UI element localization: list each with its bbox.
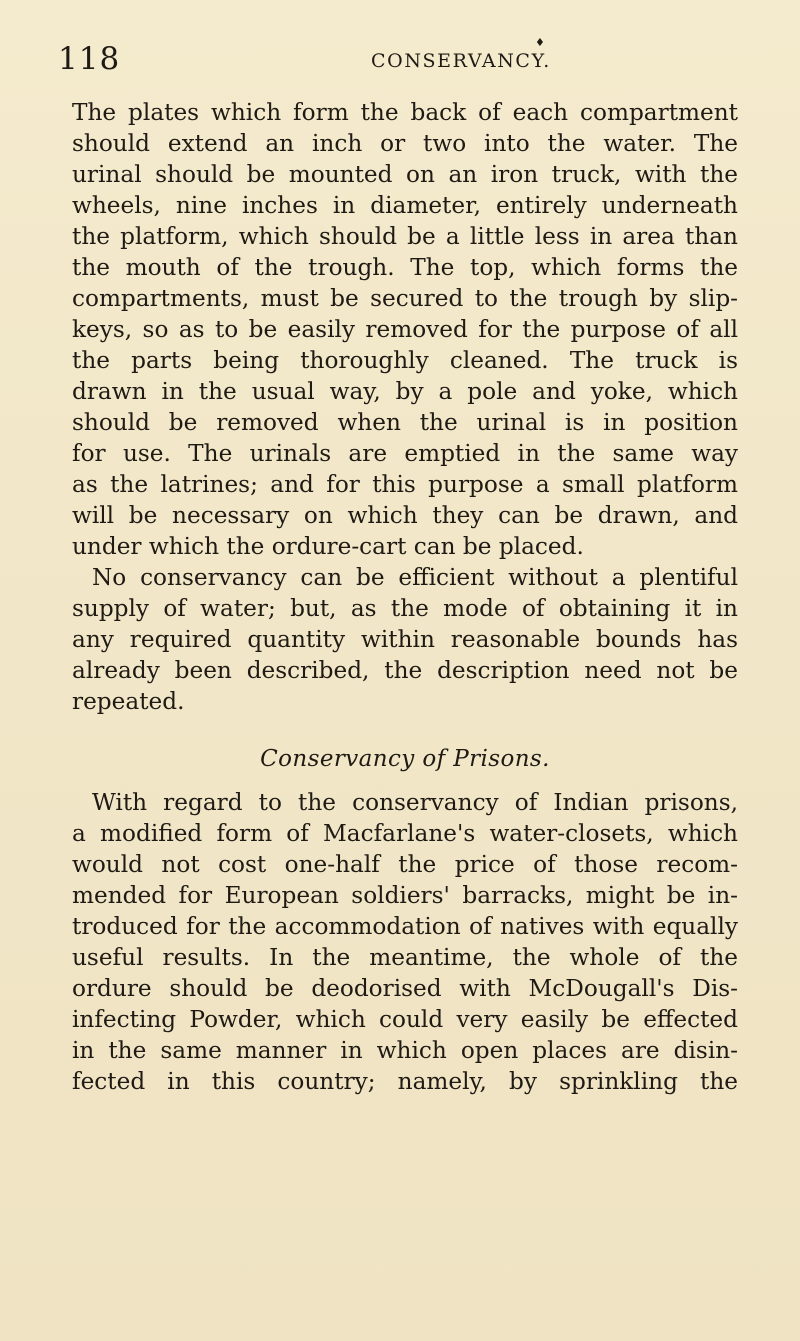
text-line: With regard to the conservancy of Indian prisons,: [92, 789, 738, 816]
body-text: [72, 97, 738, 1097]
text-line: the parts being thoroughly cleaned. The truck is: [72, 347, 738, 374]
text-line: ordure should be deodorised with McDougall's Dis-: [72, 975, 738, 1002]
paragraph-1: [72, 97, 738, 562]
text-line: infecting Powder, which could very easily be effected: [72, 1006, 738, 1033]
printer-mark: ♦: [535, 36, 545, 49]
paragraph-3: [72, 787, 738, 1097]
section-heading: Conservancy of Prisons.: [260, 746, 550, 772]
text-line: supply of water; but, as the mode of obtaining it in: [72, 595, 738, 622]
text-line: a modified form of Macfarlane's water-closets, which: [72, 820, 738, 847]
text-line: urinal should be mounted on an iron truck, with the: [72, 161, 738, 188]
text-line: compartments, must be secured to the trough by slip-: [72, 285, 738, 312]
text-line: any required quantity within reasonable bounds has: [72, 626, 738, 653]
text-line: the platform, which should be a little less in area than: [72, 223, 738, 250]
text-line: in the same manner in which open places are disin-: [72, 1037, 738, 1064]
text-line: drawn in the usual way, by a pole and yoke, which: [72, 378, 738, 405]
text-line: keys, so as to be easily removed for the purpose of all: [72, 316, 738, 343]
text-line: for use. The urinals are emptied in the same way: [72, 440, 738, 467]
text-line: useful results. In the meantime, the whole of the: [72, 944, 738, 971]
text-line: should extend an inch or two into the water. The: [72, 130, 738, 157]
page-number: 118: [58, 41, 121, 77]
page-header: [58, 36, 758, 88]
text-line: the mouth of the trough. The top, which forms the: [72, 254, 738, 281]
text-line: troduced for the accommodation of natives with equally: [72, 913, 738, 940]
text-line: already been described, the description need not be: [72, 657, 738, 684]
running-head: CONSERVANCY.: [371, 50, 551, 72]
text-line: under which the ordure-cart can be placed.: [72, 533, 584, 560]
text-line: as the latrines; and for this purpose a small platform: [72, 471, 738, 498]
text-line: No conservancy can be efficient without a plentiful: [92, 564, 738, 591]
text-line: would not cost one-half the price of those recom-: [72, 851, 738, 878]
text-line: The plates which form the back of each compartment: [72, 99, 738, 126]
text-line: should be removed when the urinal is in position: [72, 409, 738, 436]
text-line: will be necessary on which they can be drawn, and: [72, 502, 738, 529]
text-line: mended for European soldiers' barracks, might be in-: [72, 882, 738, 909]
text-line: fected in this country; namely, by sprinkling the: [72, 1068, 738, 1095]
text-line: wheels, nine inches in diameter, entirely underneath: [72, 192, 738, 219]
text-line: repeated.: [72, 688, 185, 715]
paragraph-2: [72, 562, 738, 717]
